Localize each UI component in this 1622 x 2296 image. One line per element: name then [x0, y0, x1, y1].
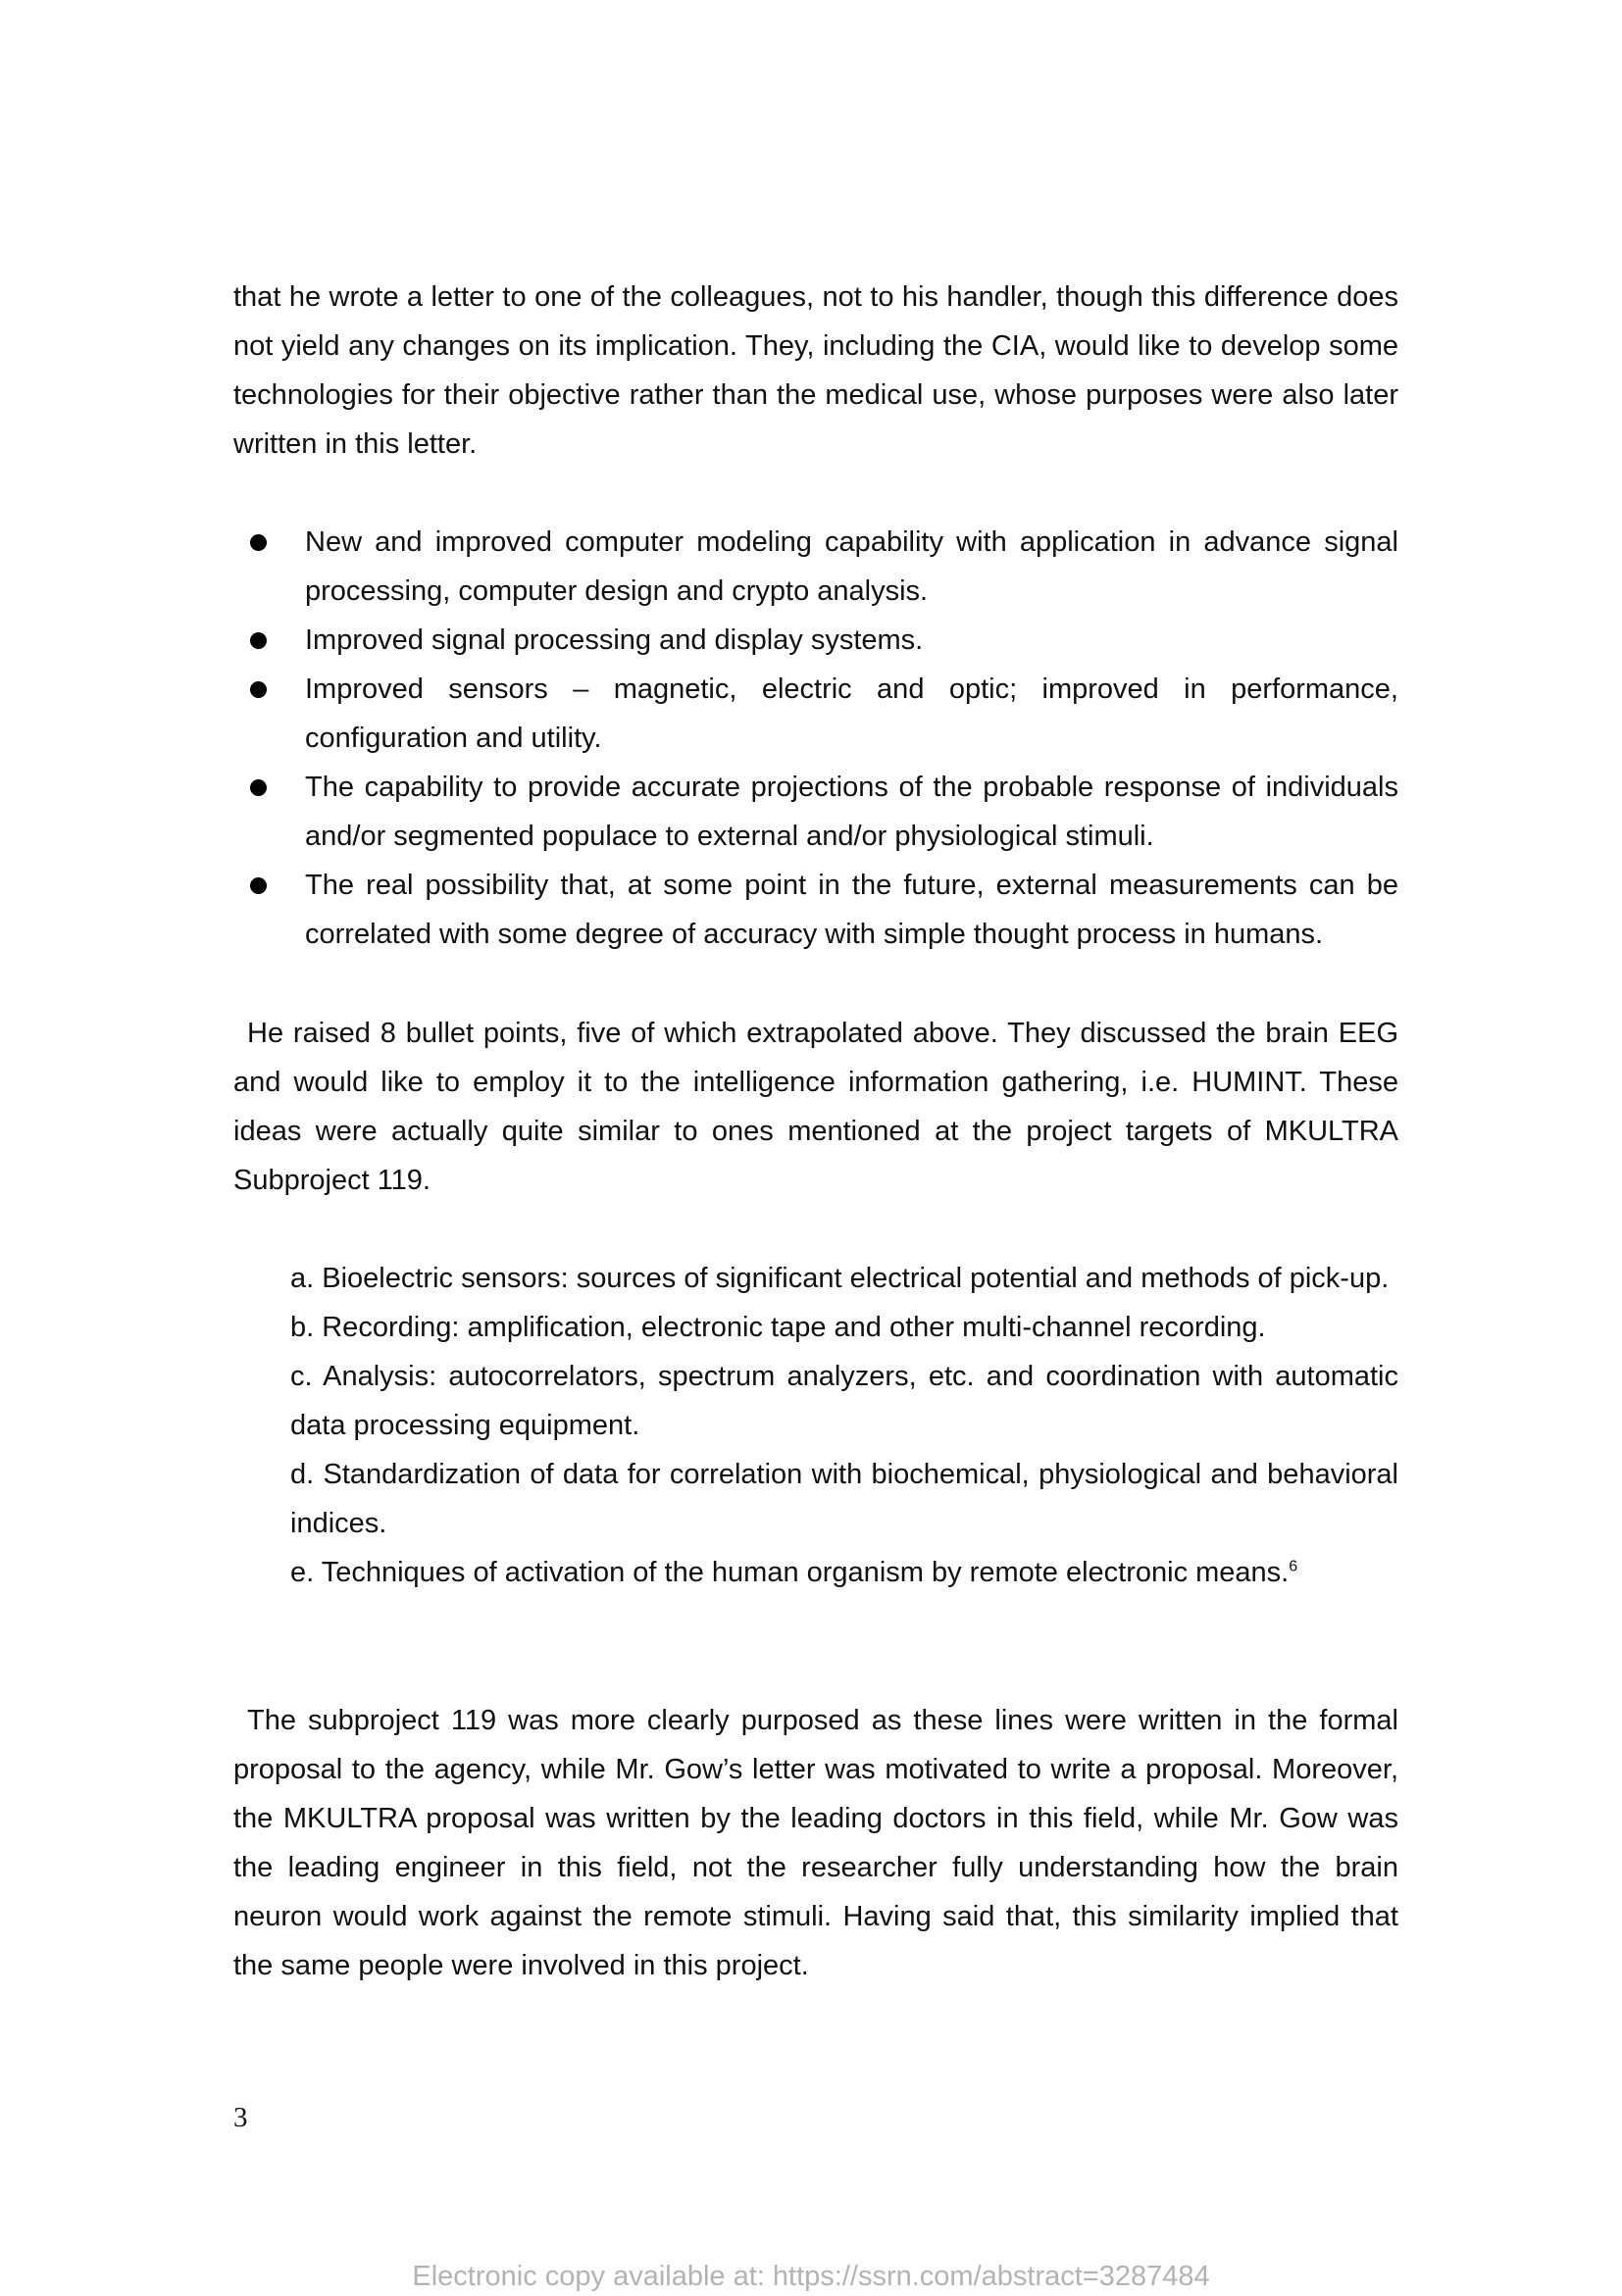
body-paragraph-1: that he wrote a letter to one of the colleagues, not to his handler, though this difference does not yield any changes on its implication. They, including the CIA, would like to develop some technologies for their objective rather than the medical use, whose purposes were also later written in this letter. [233, 281, 1398, 460]
lettered-item: c. Analysis: autocorrelators, spectrum analyzers, etc. and coordination with automatic data processing equipment. [290, 1361, 1398, 1441]
lettered-item-text: e. Techniques of activation of the human organism by remote electronic means. [290, 1557, 1290, 1588]
bullet-item [233, 518, 1398, 616]
lettered-item [290, 1548, 1398, 1597]
bullet-dot-icon [250, 779, 267, 796]
lettered-item: b. Recording: amplification, electronic tape and other multi-channel recording. [290, 1312, 1266, 1343]
bullet-dot-icon [250, 632, 267, 649]
bullet-dot-icon [250, 877, 267, 894]
bullet-item-text: The real possibility that, at some point in the future, external measurements can be correlated with some degree of accuracy with simple thought process in humans. [305, 870, 1398, 950]
ssrn-footer: Electronic copy available at: https://ssrn.com/abstract=3287484 [412, 2261, 1210, 2292]
page-number: 3 [233, 2102, 248, 2133]
bullet-item-text: Improved signal processing and display systems. [305, 624, 924, 656]
lettered-item: a. Bioelectric sensors: sources of significant electrical potential and methods of pick-up. [290, 1263, 1390, 1294]
bullet-item [233, 616, 1398, 665]
footnote-marker[interactable]: 6 [1289, 1558, 1298, 1575]
lettered-list [290, 1254, 1398, 1597]
bullet-item [233, 665, 1398, 763]
bullet-item-text: Improved sensors – magnetic, electric and optic; improved in performance, configuration and utility. [305, 674, 1398, 754]
bullet-dot-icon [250, 681, 267, 698]
lettered-item: d. Standardization of data for correlation with biochemical, physiological and behavioral indices. [290, 1459, 1398, 1539]
bullet-item [233, 763, 1398, 861]
bullet-item-text: New and improved computer modeling capability with application in advance signal processing, computer design and crypto analysis. [305, 526, 1398, 607]
bullet-dot-icon [250, 534, 267, 551]
body-paragraph-2: He raised 8 bullet points, five of which extrapolated above. They discussed the brain EEG and would like to employ it to the intelligence information gathering, i.e. HUMINT. These ideas were actually quite similar to ones mentioned at the project targets of MKULTRA Subproject 119. [233, 1018, 1398, 1196]
bullet-item-text: The capability to provide accurate projections of the probable response of individuals and/or segmented populace to external and/or physiological stimuli. [305, 772, 1398, 852]
body-paragraph-3: The subproject 119 was more clearly purposed as these lines were written in the formal proposal to the agency, while Mr. Gow’s letter was motivated to write a proposal. Moreover, the MKULTRA proposal was written by the leading doctors in this field, while Mr. Gow was the leading engineer in this field, not the researcher fully understanding how the brain neuron would work against the remote stimuli. Having said that, this similarity implied that the same people were involved in this project. [233, 1705, 1398, 1981]
bullet-list [233, 518, 1398, 959]
bullet-item [233, 861, 1398, 959]
